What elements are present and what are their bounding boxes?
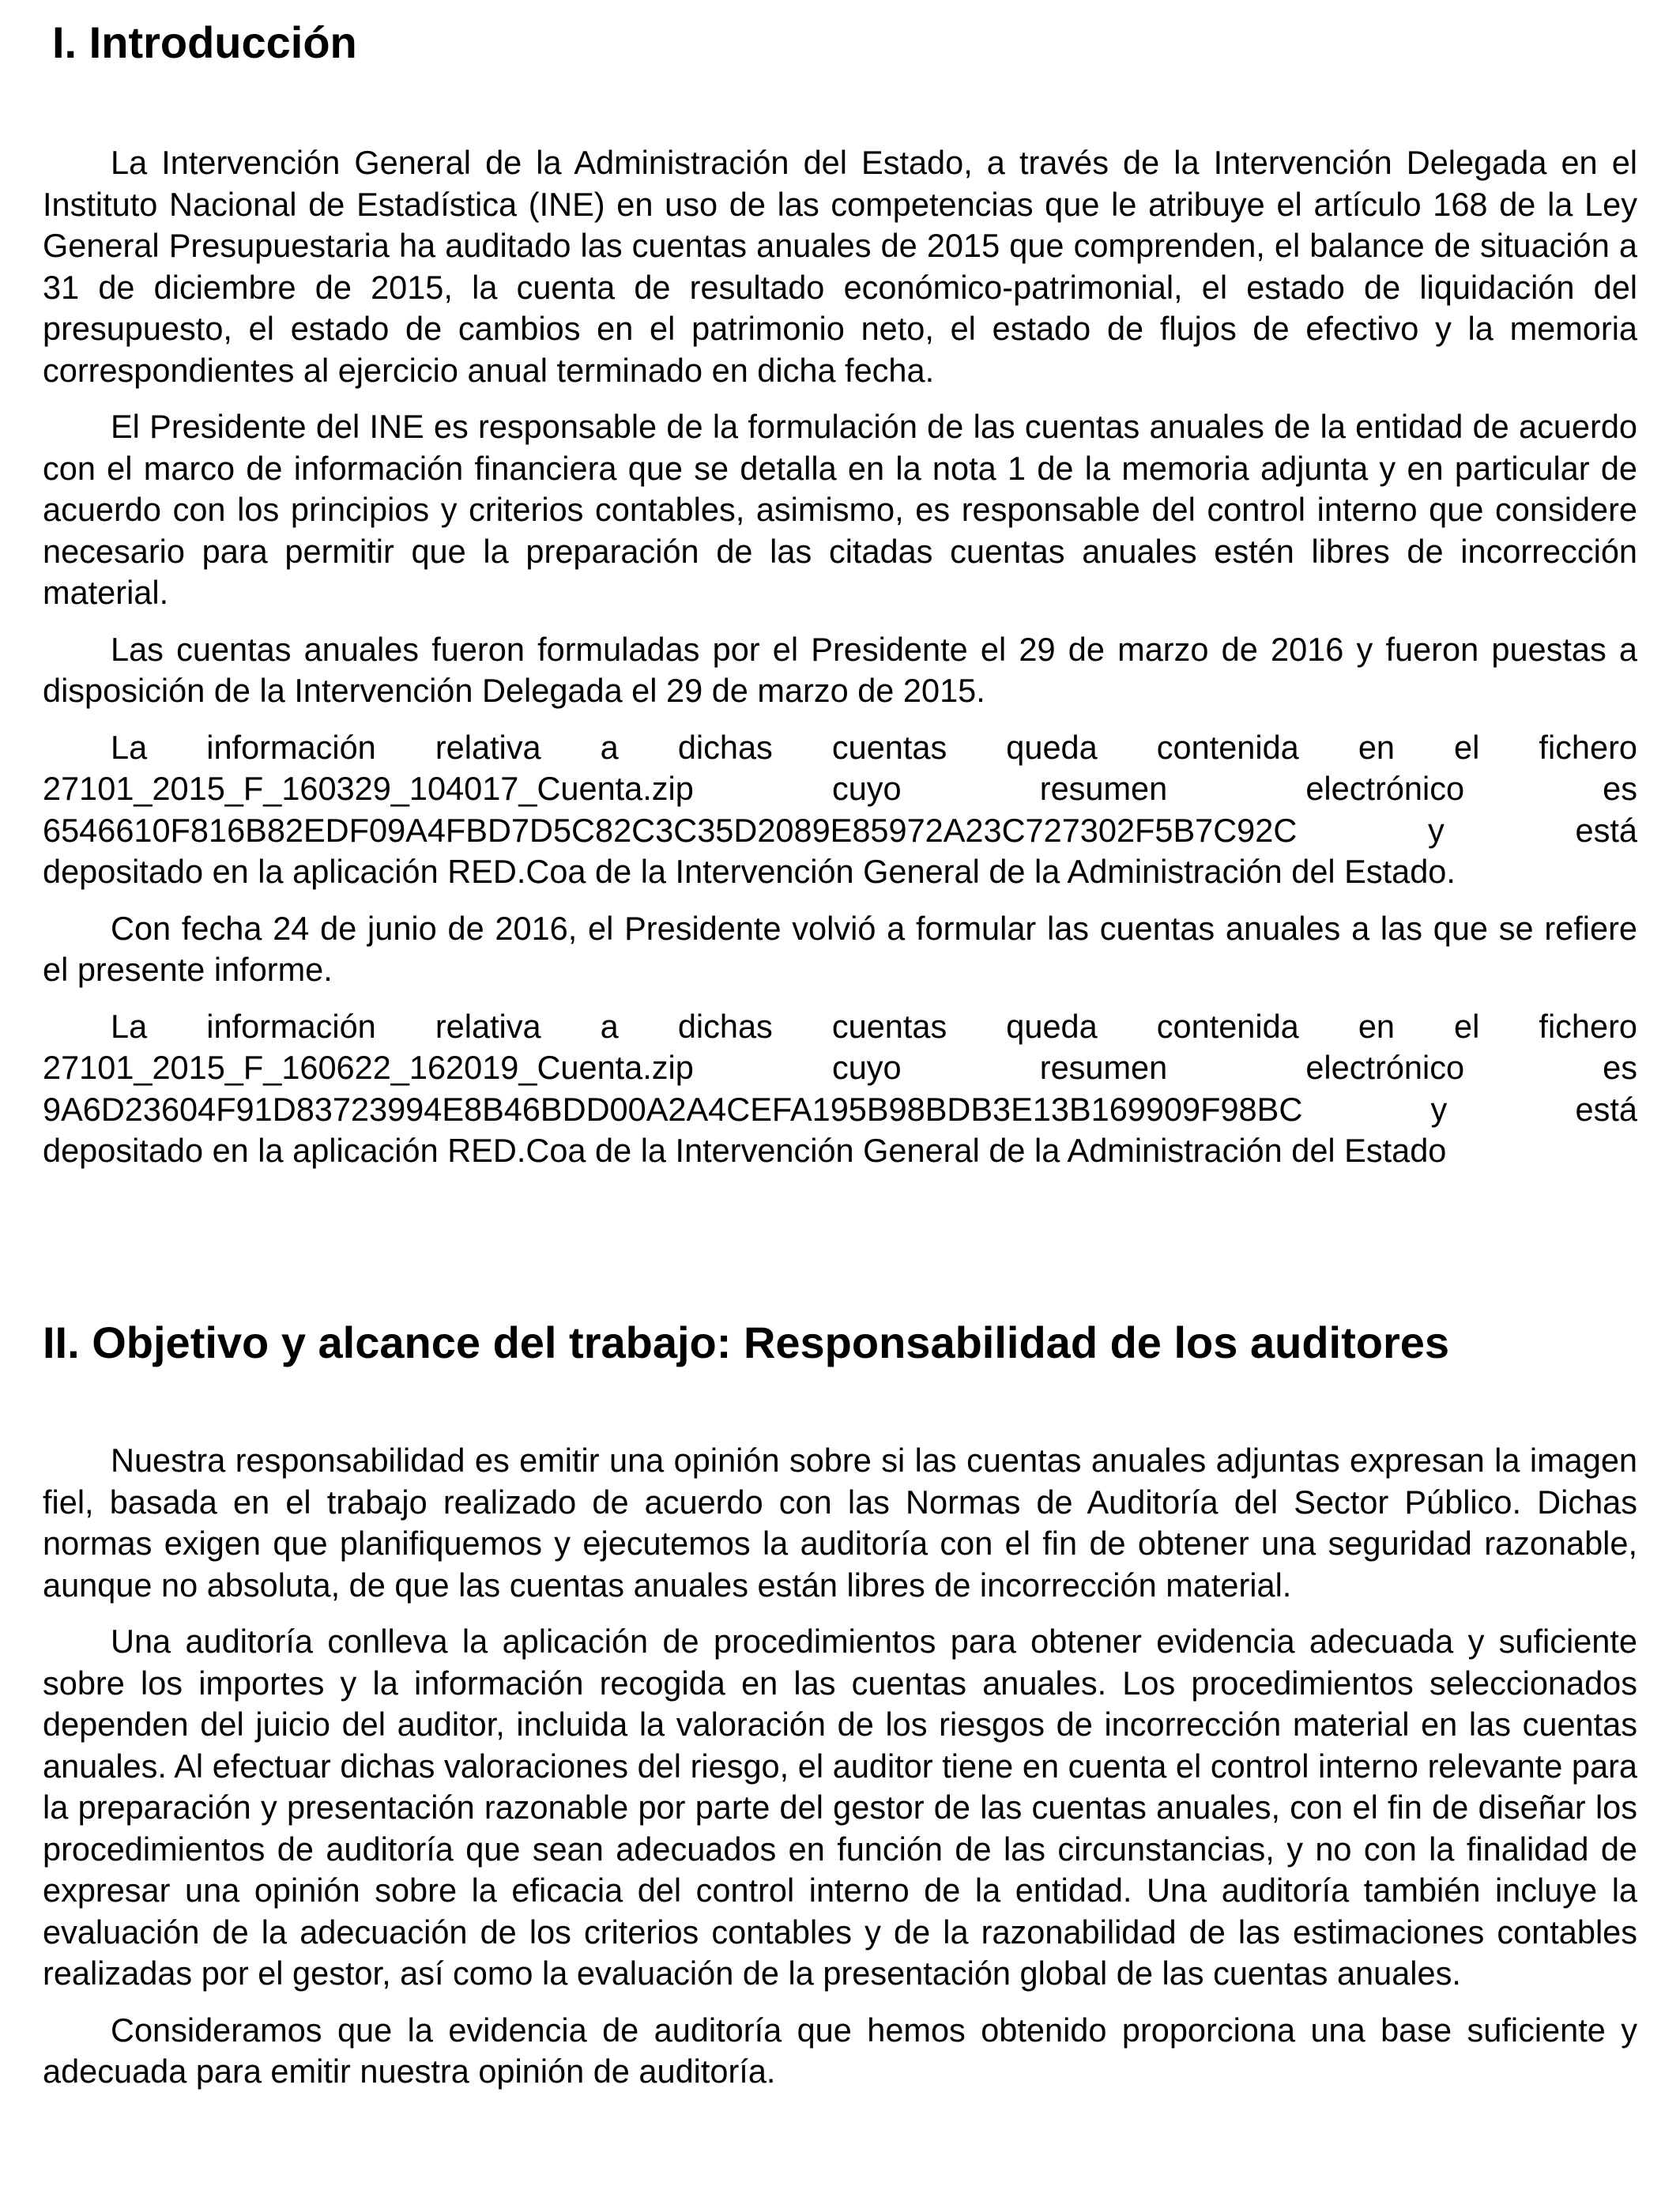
- paragraph-formulation-dates: Las cuentas anuales fueron formuladas por el Presidente el 29 de marzo de 2016 y fueron puestas a disposición de la Intervención Delegada el 29 de marzo de 2015.: [43, 630, 1637, 709]
- file-hash-line: 9A6D23604F91D83723994E8B46BDD00A2A4CEFA195B98BDB3E13B169909F98BC y está: [43, 1090, 1637, 1128]
- file-info-line: La información relativa a dichas cuentas queda contenida en el fichero: [111, 728, 1637, 766]
- paragraph-auditor-responsibility: Nuestra responsabilidad es emitir una opinión sobre si las cuentas anuales adjuntas expresan la imagen fiel, basada en el trabajo realizado de acuerdo con las Normas de Auditoría del Sector Público. Dichas normas exigen que planifiquemos y ejecutemos la auditoría con el fin de obtener una seguridad razonable, aunque no absoluta, de que las cuentas anuales están libres de incorrección material.: [43, 1442, 1637, 1604]
- paragraph-evidence-sufficiency: Consideramos que la evidencia de auditoría que hemos obtenido proporciona una base suficiente y adecuada para emitir nuestra opinión de auditoría.: [43, 2011, 1637, 2090]
- file-name-line: 27101_2015_F_160329_104017_Cuenta.zip cuyo resumen electrónico es: [43, 770, 1637, 807]
- file-name-line: 27101_2015_F_160622_162019_Cuenta.zip cuyo resumen electrónico es: [43, 1049, 1637, 1086]
- paragraph-audit-procedures: Una auditoría conlleva la aplicación de procedimientos para obtener evidencia adecuada y suficiente sobre los importes y la información recogida en las cuentas anuales. Los procedimientos seleccionados dependen del juicio del auditor, incluida la valoración de los riesgos de incorrección material en las cuentas anuales. Al efectuar dichas valoraciones del riesgo, el auditor tiene en cuenta el control interno relevante para la preparación y presentación razonable por parte del gestor de las cuentas anuales, con el fin de diseñar los procedimientos de auditoría que sean adecuados en función de las circunstancias, y no con la finalidad de expresar una opinión sobre la eficacia del control interno de la entidad. Una auditoría también incluye la evaluación de la adecuación de los criterios contables y de la razonabilidad de las estimaciones contables realizadas por el gestor, así como la evaluación de la presentación global de las cuentas anuales.: [43, 1623, 1637, 1992]
- paragraph-file-info-1: [43, 727, 1637, 893]
- file-deposit-line: depositado en la aplicación RED.Coa de la Intervención General de la Administración del Estado: [43, 1132, 1447, 1169]
- section-heading-objetivo-alcance: II. Objetivo y alcance del trabajo: Responsabilidad de los auditores: [43, 1318, 1450, 1367]
- paragraph-audit-scope: La Intervención General de la Administración del Estado, a través de la Intervención Delegada en el Instituto Nacional de Estadística (INE) en uso de las competencias que le atribuye el artículo 168 de la Ley General Presupuestaria ha auditado las cuentas anuales de 2015 que comprenden, el balance de situación a 31 de diciembre de 2015, la cuenta de resultado económico-patrimonial, el estado de liquidación del presupuesto, el estado de cambios en el patrimonio neto, el estado de flujos de efectivo y la memoria correspondientes al ejercicio anual terminado en dicha fecha.: [43, 144, 1637, 389]
- file-info-line: La información relativa a dichas cuentas queda contenida en el fichero: [111, 1007, 1637, 1045]
- section-objetivo-body: [43, 1440, 1637, 2108]
- paragraph-file-info-2: [43, 1006, 1637, 1172]
- file-hash-line: 6546610F816B82EDF09A4FBD7D5C82C3C35D2089E85972A23C727302F5B7C92C y está: [43, 811, 1637, 849]
- file-deposit-line: depositado en la aplicación RED.Coa de la Intervención General de la Administración del Estado.: [43, 853, 1456, 890]
- paragraph-president-responsibility: El Presidente del INE es responsable de la formulación de las cuentas anuales de la entidad de acuerdo con el marco de información financiera que se detalla en la nota 1 de la memoria adjunta y en particular de acuerdo con los principios y criterios contables, asimismo, es responsable del control interno que considere necesario para permitir que la preparación de las citadas cuentas anuales estén libres de incorrección material.: [43, 408, 1637, 611]
- section-heading-introduccion: I. Introducción: [52, 17, 357, 67]
- section-introduccion-body: [43, 142, 1637, 1187]
- paragraph-reformulation: Con fecha 24 de junio de 2016, el Presidente volvió a formular las cuentas anuales a las que se refiere el presente informe.: [43, 909, 1637, 988]
